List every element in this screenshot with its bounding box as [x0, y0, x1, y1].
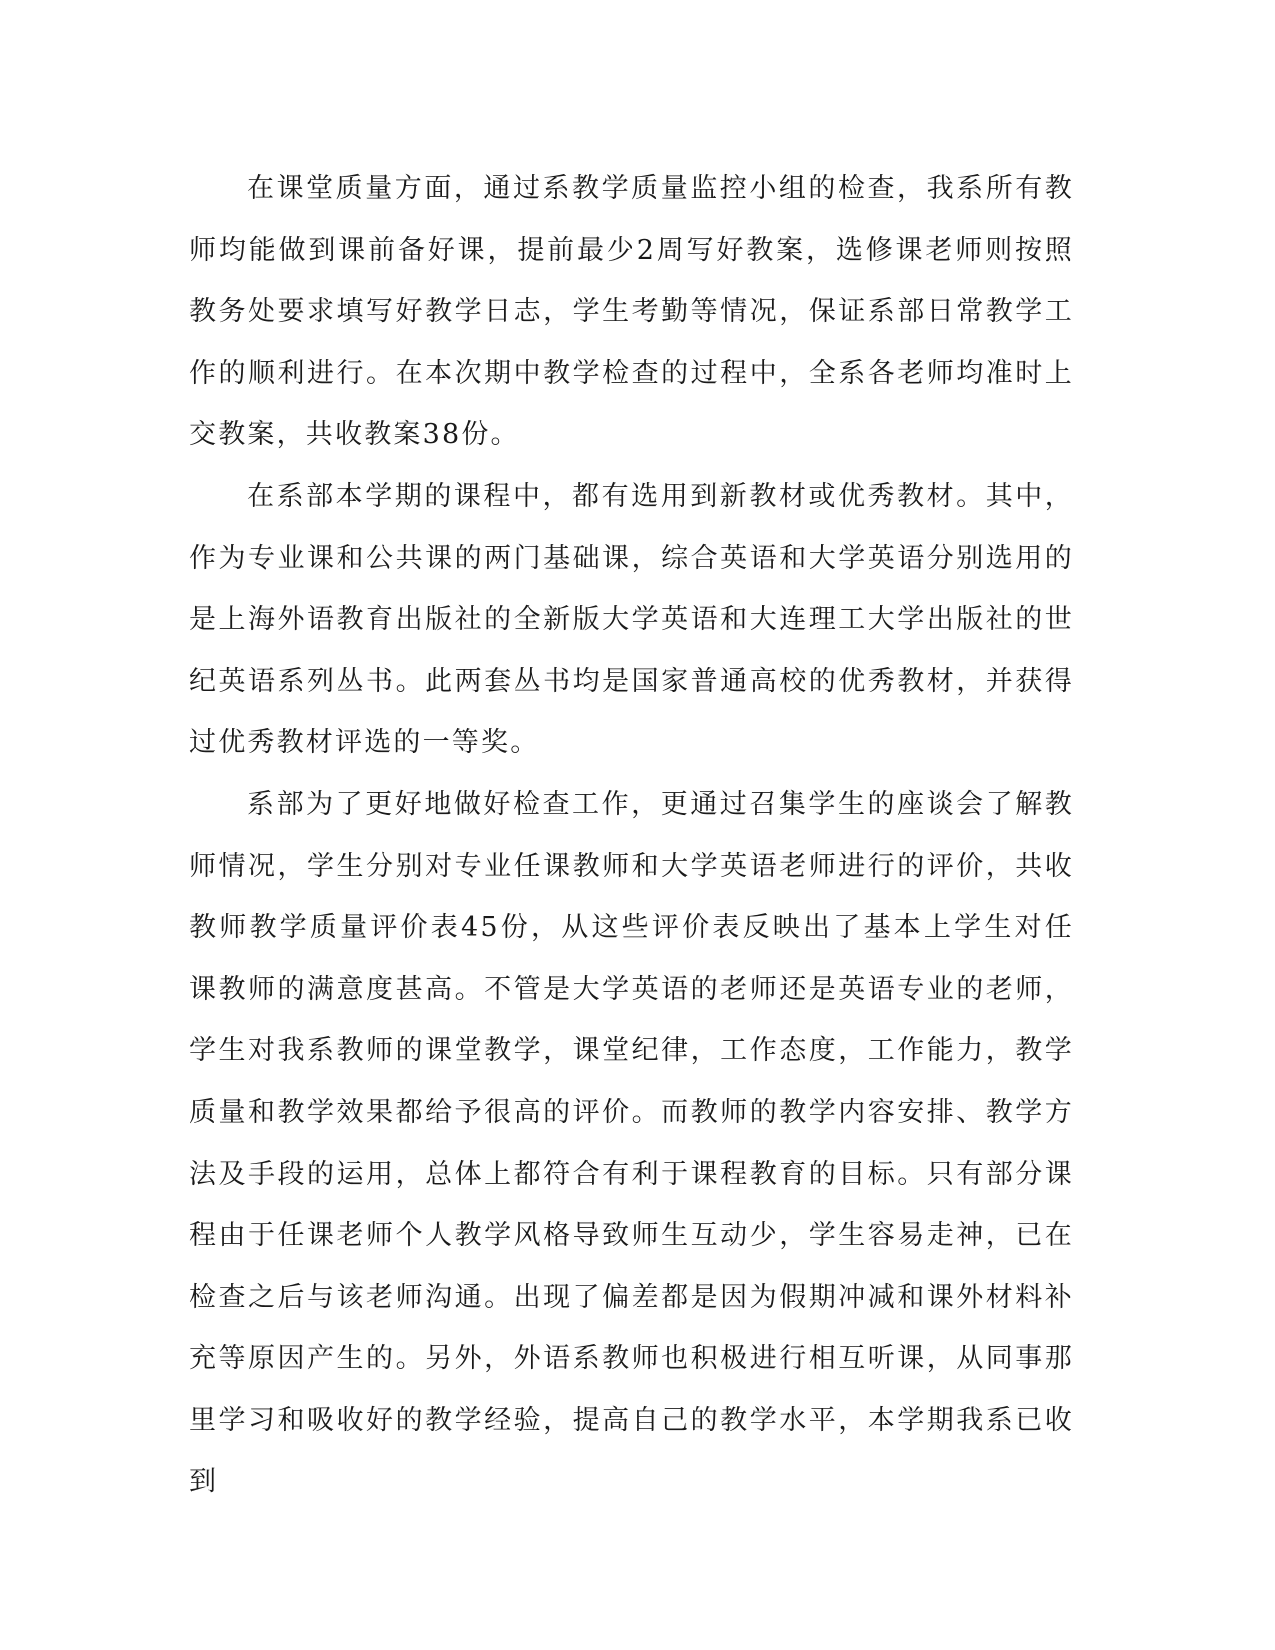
paragraph-classroom-quality: 在课堂质量方面，通过系教学质量监控小组的检查，我系所有教师均能做到课前备好课，提前最少2周写好教案，选修课老师则按照教务处要求填写好教学日志，学生考勤等情况，保证系部日常教学工作的顺利进行。在本次期中教学检查的过程中，全系各老师均准时上交教案，共收教案38份。	[189, 173, 1074, 451]
paragraph-textbooks: 在系部本学期的课程中，都有选用到新教材或优秀教材。其中，作为专业课和公共课的两门基础课，综合英语和大学英语分别选用的是上海外语教育出版社的全新版大学英语和大连理工大学出版社的世纪英语系列丛书。此两套丛书均是国家普通高校的优秀教材，并获得过优秀教材评选的一等奖。	[189, 480, 1074, 759]
document-body	[189, 158, 1074, 1513]
paragraph-student-evaluation: 系部为了更好地做好检查工作，更通过召集学生的座谈会了解教师情况，学生分别对专业任课教师和大学英语老师进行的评价，共收教师教学质量评价表45份，从这些评价表反映出了基本上学生对任课教师的满意度甚高。不管是大学英语的老师还是英语专业的老师，学生对我系教师的课堂教学，课堂纪律，工作态度，工作能力，教学质量和教学效果都给予很高的评价。而教师的教学内容安排、教学方法及手段的运用，总体上都符合有利于课程教育的目标。只有部分课程由于任课老师个人教学风格导致师生互动少，学生容易走神，已在检查之后与该老师沟通。出现了偏差都是因为假期冲减和课外材料补充等原因产生的。另外，外语系教师也积极进行相互听课，从同事那里学习和吸收好的教学经验，提高自己的教学水平，本学期我系已收到	[189, 788, 1074, 1498]
